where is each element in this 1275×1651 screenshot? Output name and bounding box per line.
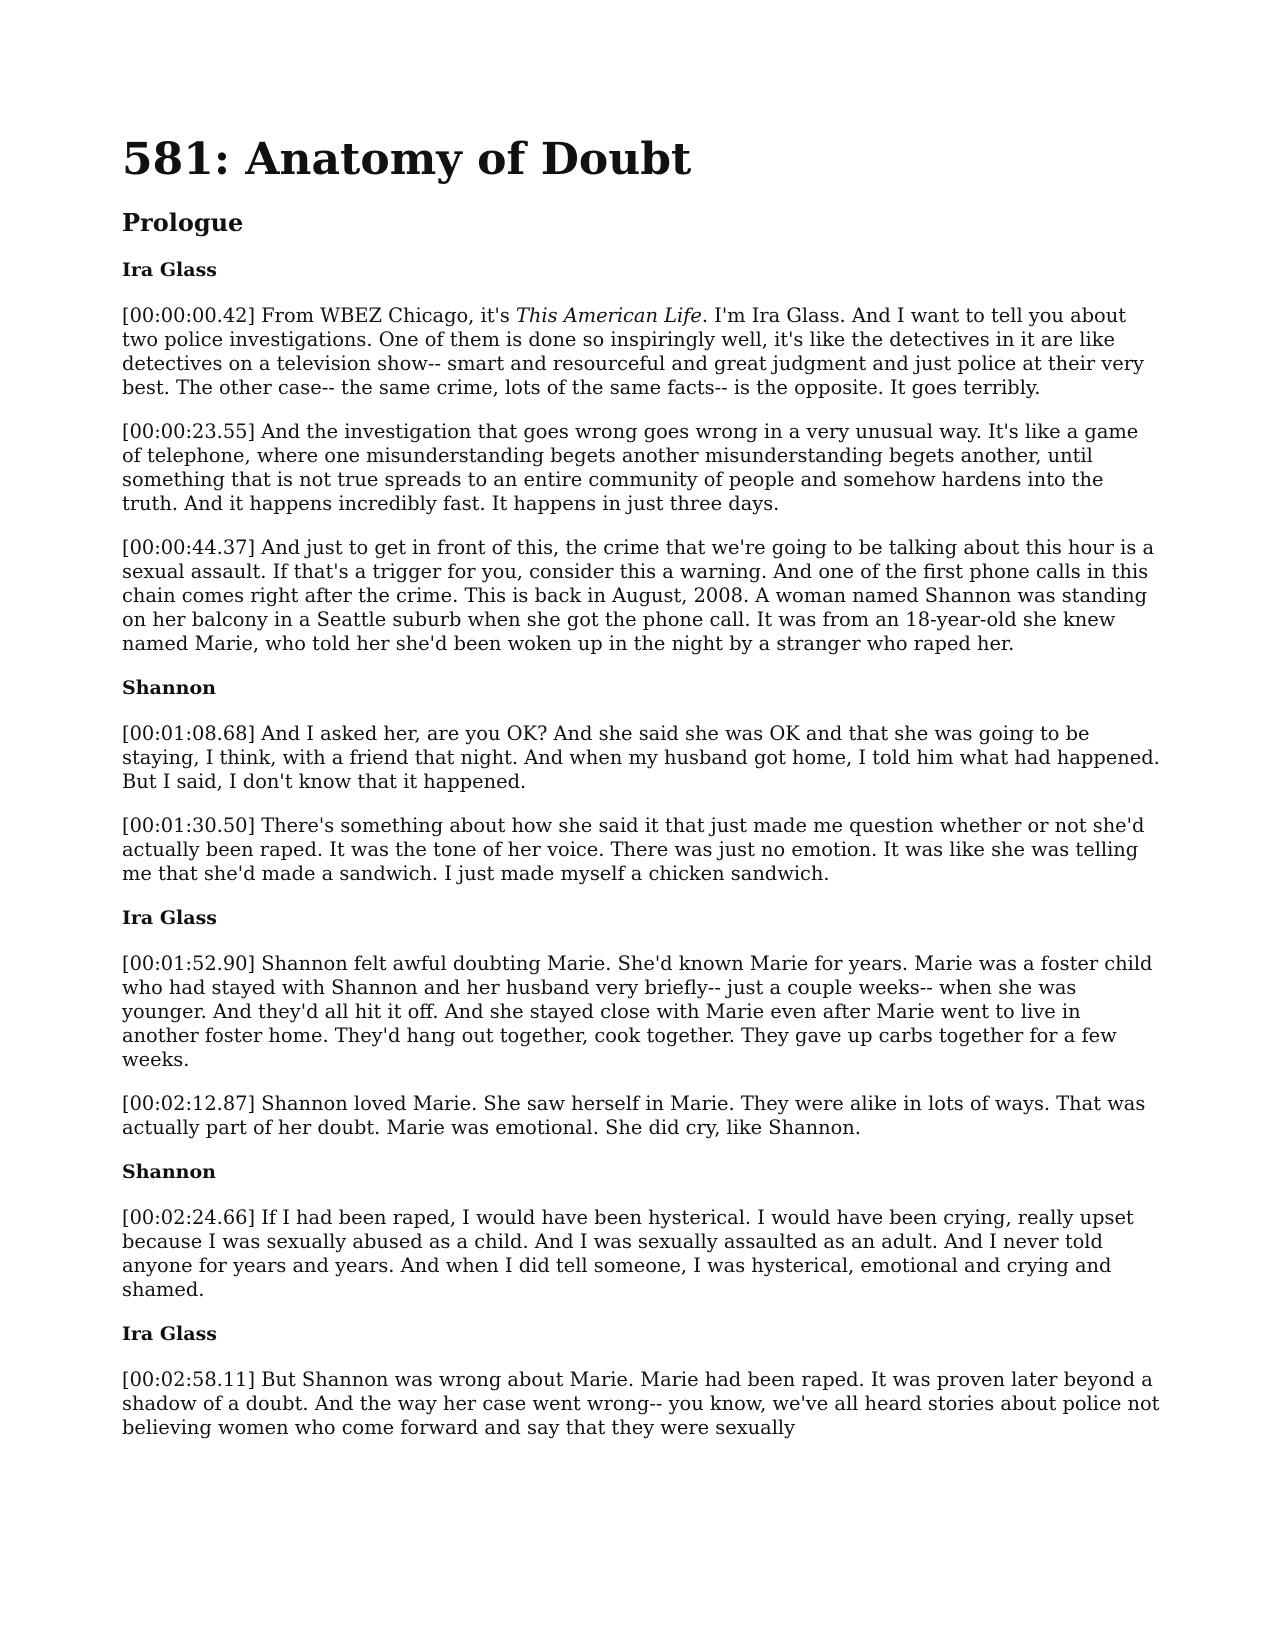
speaker-name: Ira Glass: [122, 1323, 217, 1345]
speaker-name: Shannon: [122, 1161, 216, 1183]
speaker-name: Shannon: [122, 677, 216, 699]
paragraph-text: And I asked her, are you OK? And she said she was OK and that she was going to be staying, I think, with a friend that night. And when my husband got home, I told him what had happened. But I said, I don't know that it happened.: [122, 722, 1160, 793]
speaker-block: [122, 676, 1162, 886]
transcript-paragraph: [122, 1206, 1162, 1302]
transcript-paragraph: [122, 1368, 1162, 1440]
timestamp: [00:00:23.55]: [122, 420, 256, 443]
transcript-paragraph: [122, 536, 1162, 656]
timestamp: [00:02:58.11]: [122, 1368, 256, 1391]
paragraph-text: . I'm Ira Glass. And I want to tell you about two police investigations. One of them is done so inspiringly well, it's like the detectives in it are like detectives on a television show-- smart and resourceful and great judgment and just police at their very best. The other case-- the same crime, lots of the same facts-- is the opposite. It goes terribly.: [122, 304, 1144, 399]
transcript-paragraph: [122, 722, 1162, 794]
paragraph-text: From WBEZ Chicago, it's: [255, 304, 516, 327]
transcript-paragraph: [122, 1092, 1162, 1140]
transcript-paragraph: [122, 814, 1162, 886]
timestamp: [00:01:08.68]: [122, 722, 256, 745]
show-title-italic: This American Life: [515, 304, 702, 327]
timestamp: [00:02:12.87]: [122, 1092, 256, 1115]
paragraph-text: Shannon loved Marie. She saw herself in Marie. They were alike in lots of ways. That was actually part of her doubt. Marie was emotional. She did cry, like Shannon.: [122, 1092, 1146, 1139]
timestamp: [00:01:52.90]: [122, 952, 256, 975]
paragraph-text: Shannon felt awful doubting Marie. She'd known Marie for years. Marie was a foster child who had stayed with Shannon and her husband very briefly-- just a couple weeks-- when she was younger. And they'd all hit it off. And she stayed close with Marie even after Marie went to live in another foster home. They'd hang out together, cook together. They gave up carbs together for a few weeks.: [122, 952, 1153, 1071]
transcript-paragraph: [122, 304, 1162, 400]
speaker-name: Ira Glass: [122, 907, 217, 929]
speaker-block: [122, 1160, 1162, 1302]
speaker-block: [122, 906, 1162, 1140]
transcript-paragraph: [122, 420, 1162, 516]
paragraph-text: And the investigation that goes wrong goes wrong in a very unusual way. It's like a game of telephone, where one misunderstanding begets another misunderstanding begets another, until something that is not true spreads to an entire community of people and somehow hardens into the truth. And it happens incredibly fast. It happens in just three days.: [122, 420, 1139, 515]
section-heading: Prologue: [122, 208, 244, 237]
paragraph-text: But Shannon was wrong about Marie. Marie had been raped. It was proven later beyond a shadow of a doubt. And the way her case went wrong-- you know, we've all heard stories about police not believing women who come forward and say that they were sexually: [122, 1368, 1160, 1439]
timestamp: [00:00:00.42]: [122, 304, 256, 327]
speaker-block: [122, 258, 1162, 656]
transcript-paragraph: [122, 952, 1162, 1072]
paragraph-text: There's something about how she said it that just made me question whether or not she'd actually been raped. It was the tone of her voice. There was just no emotion. It was like she was telling me that she'd made a sandwich. I just made myself a chicken sandwich.: [122, 814, 1145, 885]
paragraph-text: And just to get in front of this, the crime that we're going to be talking about this hour is a sexual assault. If that's a trigger for you, consider this a warning. And one of the first phone calls in this chain comes right after the crime. This is back in August, 2008. A woman named Shannon was standing on her balcony in a Seattle suburb when she got the phone call. It was from an 18-year-old she knew named Marie, who told her she'd been woken up in the night by a stranger who raped her.: [122, 536, 1155, 655]
timestamp: [00:01:30.50]: [122, 814, 256, 837]
speaker-name: Ira Glass: [122, 259, 217, 281]
page-title: 581: Anatomy of Doubt: [122, 134, 692, 185]
speaker-block: [122, 1322, 1162, 1440]
paragraph-text: If I had been raped, I would have been hysterical. I would have been crying, really upset because I was sexually abused as a child. And I was sexually assaulted as an adult. And I never told anyone for years and years. And when I did tell someone, I was hysterical, emotional and crying and shamed.: [122, 1206, 1134, 1301]
timestamp: [00:02:24.66]: [122, 1206, 256, 1229]
timestamp: [00:00:44.37]: [122, 536, 256, 559]
transcript-page: [122, 132, 1162, 1460]
